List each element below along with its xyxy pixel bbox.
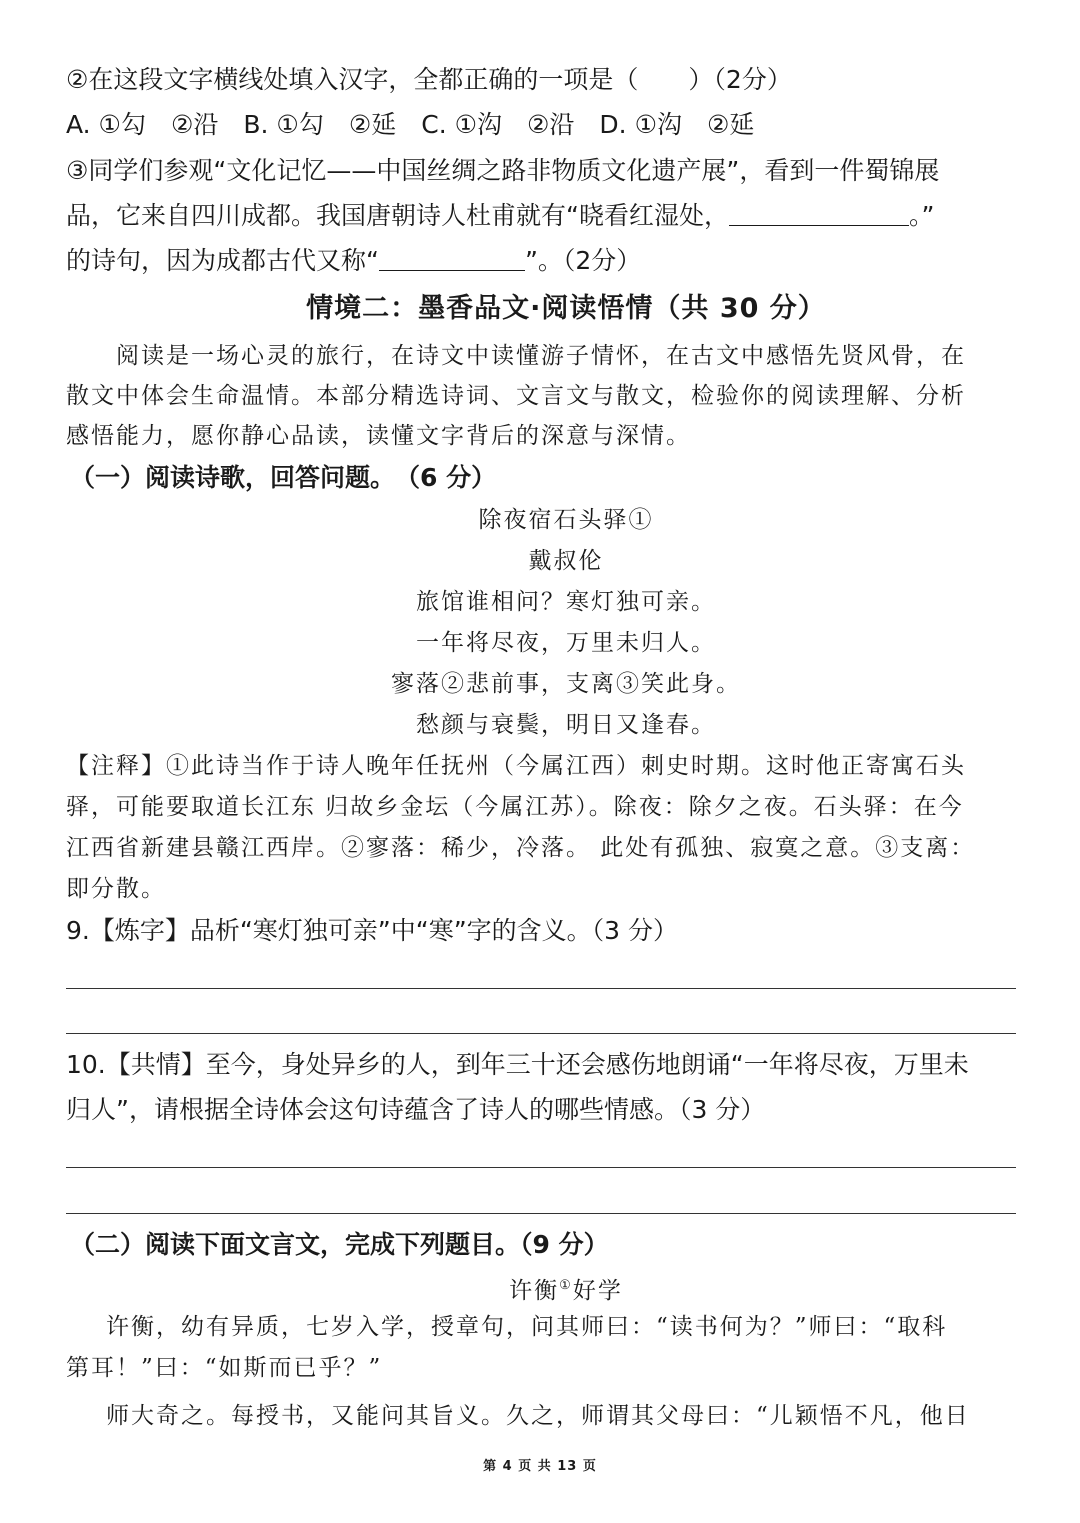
poem-line: 寥落②悲前事，支离③笑此身。 — [391, 671, 741, 697]
poem-line: 旅馆谁相问？寒灯独可亲。 — [416, 589, 716, 615]
note-line: 江西省新建县赣江西岸。②寥落：稀少，冷落。 此处有孤独、寂寞之意。③支离： — [66, 835, 976, 861]
question-10-line: 归人”，请根据全诗体会这句诗蕴含了诗人的哪些情感。（3 分） — [66, 1095, 766, 1124]
poem-line: 一年将尽夜，万里未归人。 — [416, 630, 716, 656]
answer-blank[interactable] — [729, 199, 909, 226]
question-3-text: 的诗句，因为成都古代又称“ — [66, 246, 379, 275]
classical-line: 师大奇之。每授书，又能问其旨义。久之，师谓其父母曰：“儿颖悟不凡，他日 — [106, 1403, 970, 1429]
note-line: 即分散。 — [66, 876, 166, 902]
question-2-options: A. ①勾 ②沿 B. ①勾 ②延 C. ①沟 ②沿 D. ①沟 ②延 — [66, 110, 755, 139]
page-footer: 第 4 页 共 13 页 — [483, 1459, 597, 1474]
question-2: ②在这段文字横线处填入汉字，全都正确的一项是（ ）（2分） — [66, 65, 792, 94]
footnote-marker: ① — [559, 1278, 573, 1293]
answer-line[interactable] — [66, 1167, 1016, 1168]
answer-line[interactable] — [66, 1033, 1016, 1034]
note-line: 【注释】①此诗当作于诗人晚年任抚州（今属江西）刺史时期。这时他正寄寓石头 — [66, 753, 966, 779]
answer-blank[interactable] — [379, 244, 525, 271]
classical-line: 第耳！”曰：“如斯而已乎？” — [66, 1355, 383, 1381]
intro-line: 散文中体会生命温情。本部分精选诗词、文言文与散文，检验你的阅读理解、分析 — [66, 383, 966, 409]
answer-line[interactable] — [66, 988, 1016, 989]
classical-title-text: 好学 — [572, 1278, 623, 1304]
question-3-text: 品，它来自四川成都。我国唐朝诗人杜甫就有“晓看红湿处， — [66, 201, 729, 230]
question-3-line: ③同学们参观“文化记忆——中国丝绸之路非物质文化遗产展”，看到一件蜀锦展 — [66, 156, 940, 185]
question-3-text: ”。（2分） — [524, 246, 642, 275]
question-9: 9.【炼字】品析“寒灯独可亲”中“寒”字的含义。（3 分） — [66, 916, 679, 945]
question-3-line — [66, 198, 1016, 234]
part1-heading: （一）阅读诗歌，回答问题。 （6 分） — [70, 463, 497, 492]
intro-line: 感悟能力，愿你静心品读，读懂文字背后的深意与深情。 — [66, 423, 691, 449]
classical-title-text: 许衡 — [509, 1278, 560, 1304]
classical-title — [66, 1268, 1066, 1309]
classical-line: 许衡，幼有异质，七岁入学，授章句，问其师曰：“读书何为？”师曰：“取科 — [106, 1314, 948, 1340]
question-3-text: 。” — [908, 201, 935, 230]
question-3-line — [66, 243, 1016, 279]
poem-line: 愁颜与衰鬓，明日又逢春。 — [416, 712, 716, 738]
section-title: 情境二：墨香品文·阅读悟情（共 30 分） — [306, 293, 826, 324]
poem-title: 除夜宿石头驿① — [478, 507, 654, 533]
part2-heading: （二）阅读下面文言文，完成下列题目。（9 分） — [70, 1230, 609, 1259]
answer-line[interactable] — [66, 1213, 1016, 1214]
question-10-line: 10.【共情】至今，身处异乡的人，到年三十还会感伤地朗诵“一年将尽夜，万里未 — [66, 1050, 969, 1079]
poem-author: 戴叔伦 — [528, 548, 604, 574]
intro-line: 阅读是一场心灵的旅行，在诗文中读懂游子情怀，在古文中感悟先贤风骨，在 — [116, 343, 966, 369]
note-line: 驿，可能要取道长江东 归故乡金坛（今属江苏）。除夜：除夕之夜。石头驿：在今 — [66, 794, 964, 820]
